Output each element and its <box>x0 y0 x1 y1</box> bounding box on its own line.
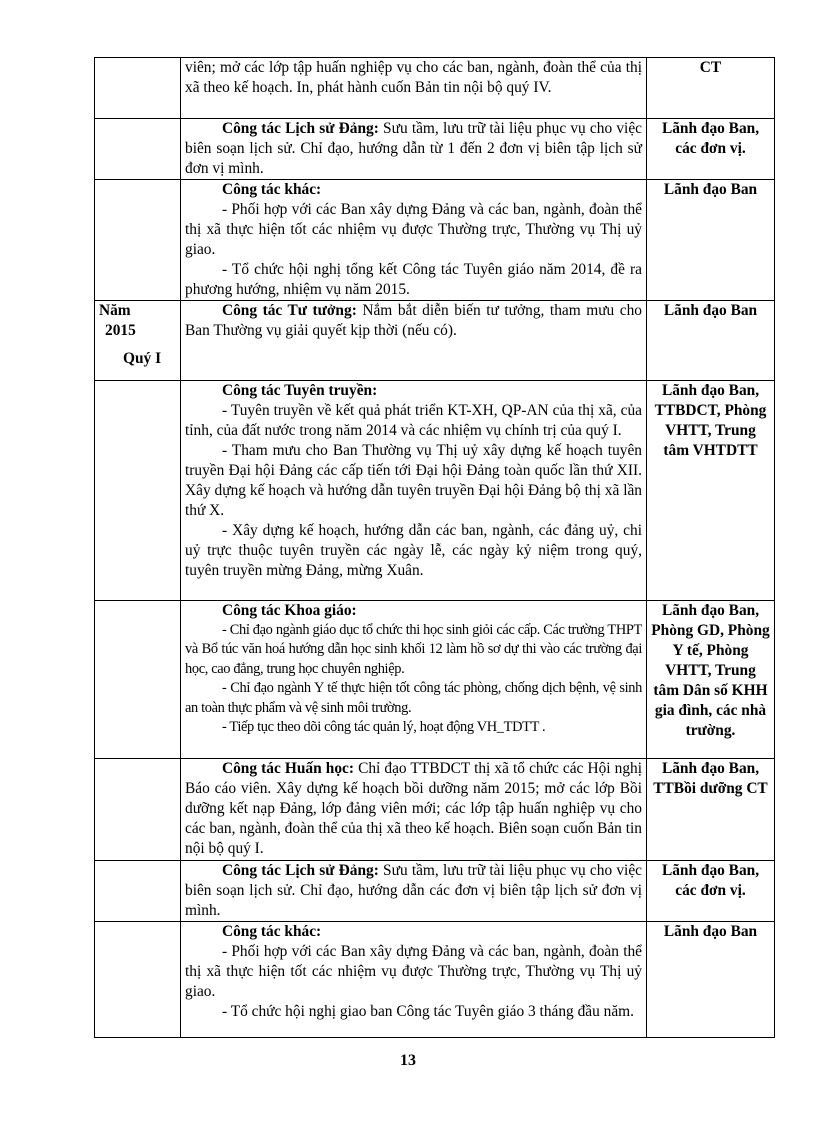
task-paragraph <box>185 759 642 859</box>
responsible-unit: Lãnh đạo Ban <box>663 302 758 319</box>
task-paragraph <box>185 601 642 621</box>
task-content-cell <box>181 119 647 180</box>
task-paragraph <box>185 441 642 521</box>
time-cell <box>95 58 181 119</box>
task-heading: Công tác Tư tưởng: <box>222 302 357 319</box>
task-text: - Phối hợp với các Ban xây dựng Đảng và các ban, ngành, đoàn thể thị xã thực hiện tốt các nhiệm vụ được Thường trực, Thường vụ Thị uỷ giao. <box>185 943 642 1000</box>
task-text: - Tổ chức hội nghị giao ban Công tác Tuyên giáo 3 tháng đầu năm. <box>222 1003 634 1020</box>
task-paragraph <box>185 621 642 679</box>
task-content-cell <box>181 301 647 381</box>
responsible-cell <box>647 301 775 381</box>
time-cell <box>95 381 181 601</box>
task-text: - Tổ chức hội nghị tổng kết Công tác Tuyên giáo năm 2014, đề ra phương hướng, nhiệm vụ năm 2015. <box>185 261 642 298</box>
task-paragraph <box>185 1002 642 1022</box>
time-cell <box>95 119 181 180</box>
time-cell <box>95 601 181 759</box>
time-label: 2015 <box>105 322 136 339</box>
responsible-cell <box>647 759 775 861</box>
work-plan-body <box>95 58 775 1038</box>
task-paragraph <box>185 301 642 341</box>
responsible-unit: Lãnh đạo Ban, TTBồi dưỡng CT <box>653 760 768 797</box>
task-paragraph <box>185 119 642 179</box>
responsible-cell <box>647 381 775 601</box>
task-content-cell <box>181 759 647 861</box>
task-paragraph <box>185 180 642 200</box>
task-paragraph <box>185 521 642 581</box>
task-content-cell <box>181 922 647 1038</box>
table-row <box>95 119 775 180</box>
table-row <box>95 301 775 381</box>
task-paragraph <box>185 200 642 260</box>
time-cell <box>95 759 181 861</box>
task-text: - Chỉ đạo ngành giáo dục tổ chức thi học sinh giỏi các cấp. Các trường THPT và Bổ túc văn hoá hướng dẫn học sinh khối 12 làm hồ sơ dự thi vào các trường đại học, cao đẳng, trung học chuyên nghiệp. <box>185 622 642 677</box>
task-text: - Tham mưu cho Ban Thường vụ Thị uỷ xây dựng kế hoạch tuyên truyền Đại hội Đảng các cấp tiến tới Đại hội Đảng toàn quốc lần thứ XII. Xây dựng kế hoạch và hướng dẫn tuyên truyền Đại hội Đảng bộ thị xã lần thứ X. <box>185 442 642 519</box>
responsible-cell <box>647 861 775 922</box>
task-text: - Chỉ đạo ngành Y tế thực hiện tốt công tác phòng, chống dịch bệnh, vệ sinh an toàn thực phẩm và vệ sinh môi trường. <box>185 680 642 716</box>
task-paragraph <box>185 58 642 98</box>
time-cell <box>95 861 181 922</box>
responsible-unit: Lãnh đạo Ban, Phòng GD, Phòng Y tế, Phòng VHTT, Trung tâm Dân số KHH gia đình, các nhà trường. <box>651 602 770 739</box>
task-paragraph <box>185 718 642 737</box>
page-number: 13 <box>400 1052 416 1069</box>
responsible-cell <box>647 119 775 180</box>
task-content-cell <box>181 861 647 922</box>
responsible-unit: Lãnh đạo Ban, các đơn vị. <box>661 120 760 157</box>
table-row <box>95 601 775 759</box>
task-heading: Công tác khác: <box>222 181 322 198</box>
task-text: - Tiếp tục theo dõi công tác quản lý, hoạt động VH_TDTT . <box>222 719 546 736</box>
task-content-cell <box>181 58 647 119</box>
responsible-unit: Lãnh đạo Ban <box>663 181 758 198</box>
table-row <box>95 381 775 601</box>
table-row <box>95 180 775 301</box>
task-paragraph <box>185 679 642 718</box>
task-heading: Công tác Huấn học: <box>222 760 354 777</box>
task-content-cell <box>181 601 647 759</box>
responsible-unit: Lãnh đạo Ban <box>663 923 758 940</box>
responsible-cell <box>647 58 775 119</box>
task-content-cell <box>181 180 647 301</box>
time-cell <box>95 922 181 1038</box>
task-heading: Công tác Lịch sử Đảng: <box>222 120 379 137</box>
task-paragraph <box>185 861 642 921</box>
task-paragraph <box>185 381 642 401</box>
task-heading: Công tác Tuyên truyền: <box>222 382 378 399</box>
task-text: viên; mở các lớp tập huấn nghiệp vụ cho các ban, ngành, đoàn thể của thị xã theo kế hoạch. In, phát hành cuốn Bản tin nội bộ quý IV. <box>185 59 642 96</box>
task-paragraph <box>185 401 642 441</box>
task-heading: Công tác khác: <box>222 923 322 940</box>
task-text: - Tuyên truyền về kết quả phát triển KT-XH, QP-AN của thị xã, của tỉnh, của đất nước trong năm 2014 và các nhiệm vụ chính trị của quý I. <box>185 402 642 439</box>
table-row <box>95 58 775 119</box>
task-text: - Xây dựng kế hoạch, hướng dẫn các ban, ngành, các đảng uỷ, chi uỷ trực thuộc tuyên truyền các ngày lễ, các ngày kỷ niệm trong quý, tuyên truyền mừng Đảng, mừng Xuân. <box>185 522 642 579</box>
responsible-cell <box>647 601 775 759</box>
task-paragraph <box>185 922 642 942</box>
time-cell <box>95 180 181 301</box>
responsible-unit: Lãnh đạo Ban, TTBDCT, Phòng VHTT, Trung tâm VHTDTT <box>654 382 767 459</box>
task-paragraph <box>185 260 642 300</box>
table-row <box>95 922 775 1038</box>
task-text: - Phối hợp với các Ban xây dựng Đảng và các ban, ngành, đoàn thể thị xã thực hiện tốt các nhiệm vụ được Thường trực, Thường vụ Thị uỷ giao. <box>185 201 642 258</box>
table-row <box>95 861 775 922</box>
responsible-unit: Lãnh đạo Ban, các đơn vị. <box>661 862 760 899</box>
responsible-cell <box>647 180 775 301</box>
task-text: Chỉ đạo TTBDCT thị xã tổ chức các Hội nghị Báo cáo viên. Xây dựng kế hoạch bồi dưỡng năm 2015; mở các lớp Bồi dưỡng kết nạp Đảng, lớp đảng viên mới; các lớp tập huấn nghiệp vụ cho các ban, ngành, đoàn thể của thị xã theo kế hoạch. Biên soạn cuốn Bản tin nội bộ quý I. <box>185 760 642 857</box>
task-text: Sưu tầm, lưu trữ tài liệu phục vụ cho việc biên soạn lịch sử. Chỉ đạo, hướng dẫn các đơn vị biên tập lịch sử đơn vị mình. <box>185 862 642 919</box>
work-plan-table <box>94 57 775 1038</box>
task-paragraph <box>185 942 642 1002</box>
task-text: Nắm bắt diễn biến tư tưởng, tham mưu cho Ban Thường vụ giải quyết kịp thời (nếu có). <box>185 302 642 339</box>
table-row <box>95 759 775 861</box>
responsible-cell <box>647 922 775 1038</box>
quarter-label: Quý I <box>123 350 162 367</box>
task-text: Sưu tầm, lưu trữ tài liệu phục vụ cho việc biên soạn lịch sử. Chỉ đạo, hướng dẫn từ 1 đến 2 đơn vị biên tập lịch sử đơn vị mình. <box>185 120 642 177</box>
task-heading: Công tác Lịch sử Đảng: <box>222 862 379 879</box>
time-cell <box>95 301 181 381</box>
task-heading: Công tác Khoa giáo: <box>222 602 357 619</box>
responsible-unit: CT <box>699 59 722 76</box>
task-content-cell <box>181 381 647 601</box>
time-label: Năm <box>99 302 131 319</box>
